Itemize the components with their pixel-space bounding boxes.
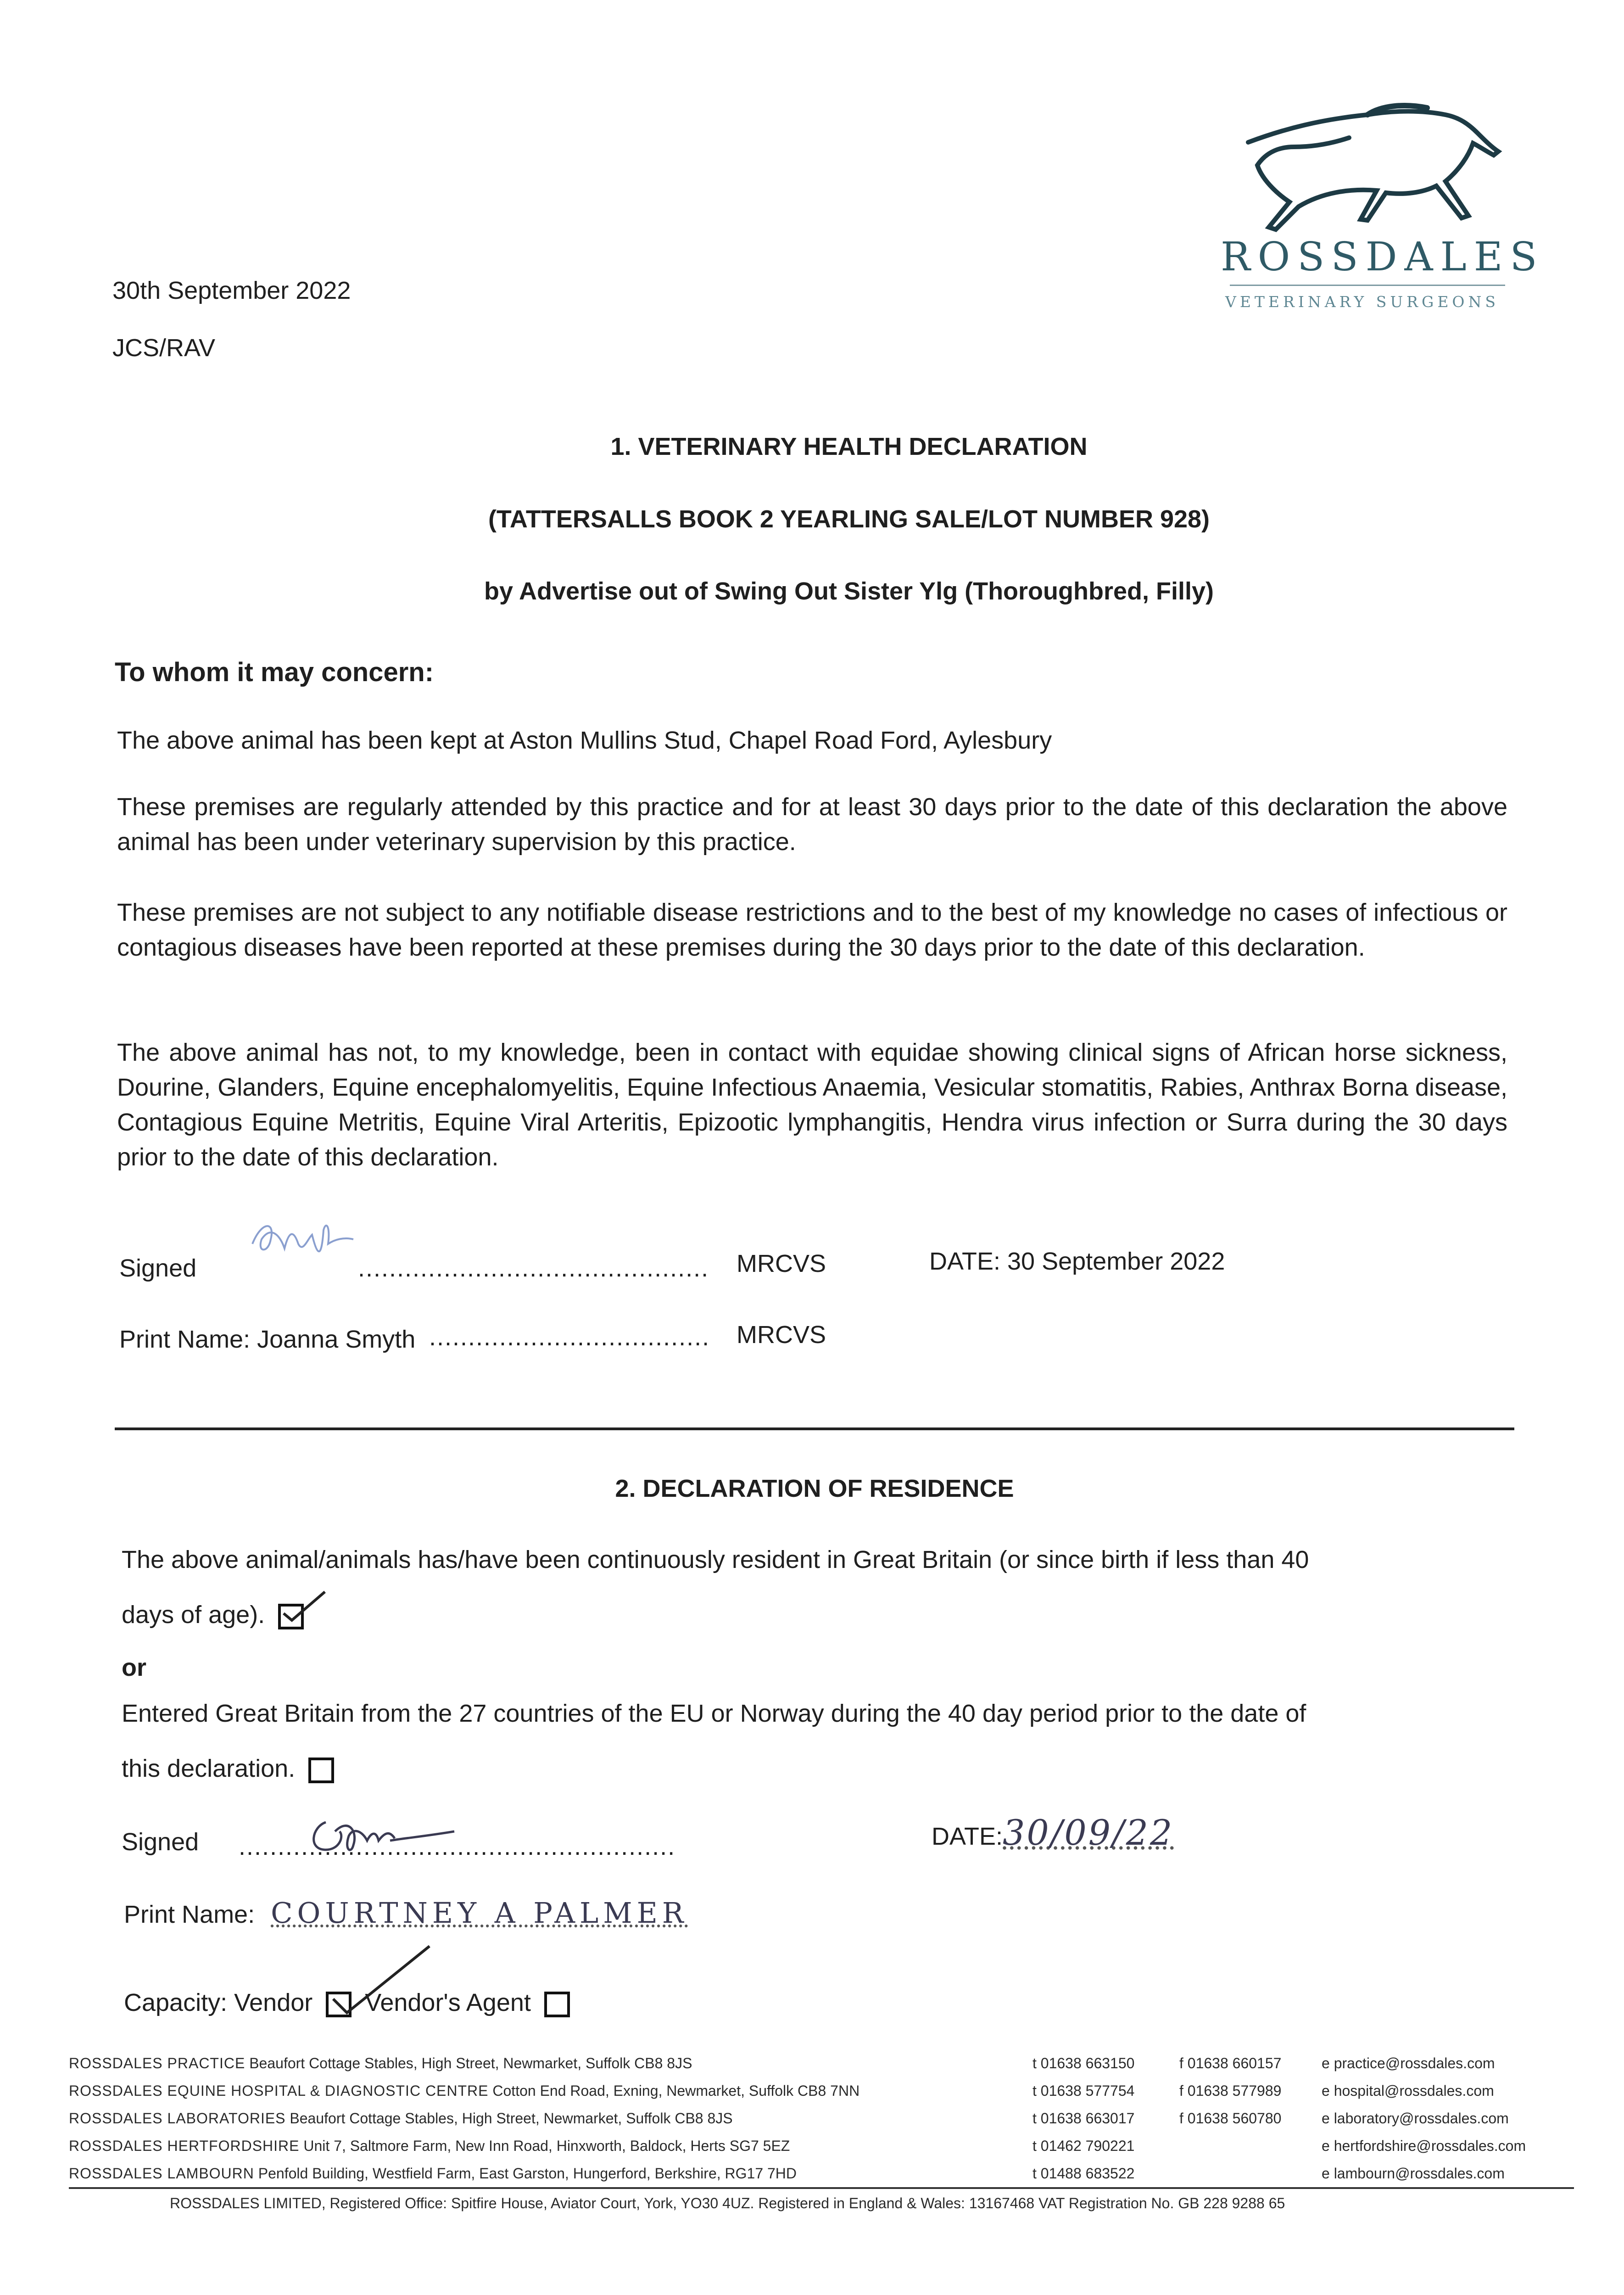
office-name: ROSSDALES HERTFORDSHIRE bbox=[69, 2138, 300, 2154]
paragraph-premises: The above animal has been kept at Aston Mullins Stud, Chapel Road Ford, Aylesbury bbox=[117, 727, 1052, 754]
office-fax: f 01638 577989 bbox=[1179, 2082, 1282, 2099]
office-email: e hertfordshire@rossdales.com bbox=[1322, 2138, 1526, 2154]
footer-row bbox=[69, 2160, 1569, 2187]
office-tel: t 01638 663017 bbox=[1032, 2110, 1135, 2127]
or-label: or bbox=[122, 1654, 146, 1681]
mrcvs-label-1: MRCVS bbox=[737, 1250, 826, 1277]
footer-offices bbox=[69, 2049, 1569, 2187]
paragraph-supervision: These premises are regularly attended by this practice and for at least 30 days prior to the date of this declaration the above animal has been under veterinary supervision by this practice. bbox=[117, 793, 1507, 856]
vet-date: DATE: 30 September 2022 bbox=[929, 1248, 1225, 1275]
office-fax: f 01638 560780 bbox=[1179, 2110, 1282, 2127]
letter-reference: JCS/RAV bbox=[112, 334, 216, 362]
vendor-print-value: COURTNEY A PALMER bbox=[271, 1896, 688, 1930]
vet-signed-dots: ............................................. bbox=[358, 1254, 709, 1282]
horse-logo-icon bbox=[1230, 101, 1514, 239]
vet-print-name: Print Name: Joanna Smyth bbox=[119, 1326, 416, 1353]
logo-tagline: VETERINARY SURGEONS bbox=[1225, 293, 1499, 311]
office-email: e practice@rossdales.com bbox=[1322, 2055, 1495, 2071]
residence-option1-text: days of age). bbox=[122, 1601, 265, 1629]
vendor-signature bbox=[298, 1804, 463, 1864]
letter-date: 30th September 2022 bbox=[112, 277, 351, 304]
vet-signature bbox=[243, 1212, 363, 1267]
vendor-signed-dots: ........................................................ bbox=[239, 1833, 676, 1860]
footer-row bbox=[69, 2077, 1569, 2105]
salutation: To whom it may concern: bbox=[115, 657, 434, 687]
vendor-date-row bbox=[932, 1812, 1174, 1854]
office-email: e laboratory@rossdales.com bbox=[1322, 2110, 1509, 2127]
checkbox-vendor[interactable] bbox=[326, 1992, 352, 2017]
vet-signed-label: Signed bbox=[119, 1254, 197, 1282]
office-address: Unit 7, Saltmore Farm, New Inn Road, Hinxworth, Baldock, Herts SG7 5EZ bbox=[303, 2138, 790, 2154]
vendor-print-row bbox=[124, 1896, 688, 1932]
section2-title: 2. DECLARATION OF RESIDENCE bbox=[615, 1475, 1014, 1502]
residence-option2-text: this declaration. bbox=[122, 1755, 296, 1782]
footer-row bbox=[69, 2105, 1569, 2132]
paragraph-restrictions: These premises are not subject to any notifiable disease restrictions and to the best of my knowledge no cases of infectious or contagious diseases have been reported at these premises during the 30 days prior to the date of this declaration. bbox=[117, 899, 1507, 961]
checkbox-entered-gb[interactable] bbox=[308, 1758, 334, 1783]
residence-option2-line2 bbox=[122, 1751, 334, 1786]
section1-subtitle: (TATTERSALLS BOOK 2 YEARLING SALE/LOT NUMBER 928) bbox=[488, 505, 1210, 533]
vet-print-dots: .................................... bbox=[429, 1323, 710, 1351]
residence-option1-line1: The above animal/animals has/have been continuously resident in Great Britain (or since birth if less than 40 bbox=[122, 1546, 1309, 1573]
footer-row bbox=[69, 2049, 1569, 2077]
checkbox-continuous-residence[interactable] bbox=[278, 1604, 304, 1629]
office-email: e lambourn@rossdales.com bbox=[1322, 2165, 1505, 2182]
office-tel: t 01638 577754 bbox=[1032, 2082, 1135, 2099]
footer-registered: ROSSDALES LIMITED, Registered Office: Spitfire House, Aviator Court, York, YO30 4UZ. Registered in England & Wales: 13167468 VAT Registration No. GB 228 9288 65 bbox=[170, 2195, 1285, 2211]
office-address: Cotton End Road, Exning, Newmarket, Suffolk CB8 7NN bbox=[492, 2082, 860, 2099]
capacity-agent-label: Vendor's Agent bbox=[365, 1989, 531, 2016]
office-email: e hospital@rossdales.com bbox=[1322, 2082, 1494, 2099]
section1-title: 1. VETERINARY HEALTH DECLARATION bbox=[610, 433, 1088, 460]
office-tel: t 01638 663150 bbox=[1032, 2055, 1135, 2071]
office-name: ROSSDALES LAMBOURN bbox=[69, 2165, 254, 2182]
residence-option2-line1: Entered Great Britain from the 27 countries of the EU or Norway during the 40 day period prior to the date of bbox=[122, 1700, 1306, 1727]
checkbox-vendors-agent[interactable] bbox=[544, 1992, 570, 2017]
mrcvs-label-2: MRCVS bbox=[737, 1321, 826, 1349]
office-name: ROSSDALES LABORATORIES bbox=[69, 2110, 286, 2127]
footer-divider bbox=[69, 2187, 1574, 2189]
office-name: ROSSDALES EQUINE HOSPITAL & DIAGNOSTIC CENTRE bbox=[69, 2082, 489, 2099]
office-tel: t 01462 790221 bbox=[1032, 2138, 1135, 2154]
residence-option1-line2 bbox=[122, 1597, 304, 1632]
footer-row bbox=[69, 2132, 1569, 2160]
office-fax: f 01638 660157 bbox=[1179, 2055, 1282, 2071]
office-address: Beaufort Cottage Stables, High Street, Newmarket, Suffolk CB8 8JS bbox=[290, 2110, 733, 2127]
office-tel: t 01488 683522 bbox=[1032, 2165, 1135, 2182]
capacity-vendor-label: Capacity: Vendor bbox=[124, 1989, 313, 2016]
office-address: Penfold Building, Westfield Farm, East Garston, Hungerford, Berkshire, RG17 7HD bbox=[258, 2165, 797, 2182]
logo-divider bbox=[1230, 285, 1505, 286]
vendor-date-value: 30/09/22 bbox=[1003, 1812, 1174, 1853]
vendor-print-label: Print Name: bbox=[124, 1901, 255, 1928]
checkmark-icon bbox=[324, 1944, 434, 2017]
capacity-row bbox=[124, 1985, 570, 2020]
animal-description: by Advertise out of Swing Out Sister Ylg (Thoroughbred, Filly) bbox=[484, 577, 1214, 605]
checkmark-icon bbox=[279, 1588, 329, 1625]
section-divider bbox=[115, 1427, 1514, 1430]
office-name: ROSSDALES PRACTICE bbox=[69, 2055, 246, 2071]
vendor-signed-label: Signed bbox=[122, 1828, 199, 1856]
office-address: Beaufort Cottage Stables, High Street, Newmarket, Suffolk CB8 8JS bbox=[249, 2055, 692, 2071]
paragraph-contact: The above animal has not, to my knowledge, been in contact with equidae showing clinical signs of African horse sickness, Dourine, Glanders, Equine encephalomyelitis, Equine Infectious Anaemia, Vesicular stomatitis, Rabies, Anthrax Borna disease, Contagious Equine Metritis, Equine Viral Arteritis, Epizootic lymphangitis, Hendra virus infection or Surra during the 30 days prior to the date of this declaration. bbox=[117, 1039, 1507, 1171]
vendor-date-label: DATE: bbox=[932, 1823, 1003, 1850]
company-logo bbox=[1211, 101, 1545, 330]
logo-name: ROSSDALES bbox=[1221, 234, 1545, 280]
